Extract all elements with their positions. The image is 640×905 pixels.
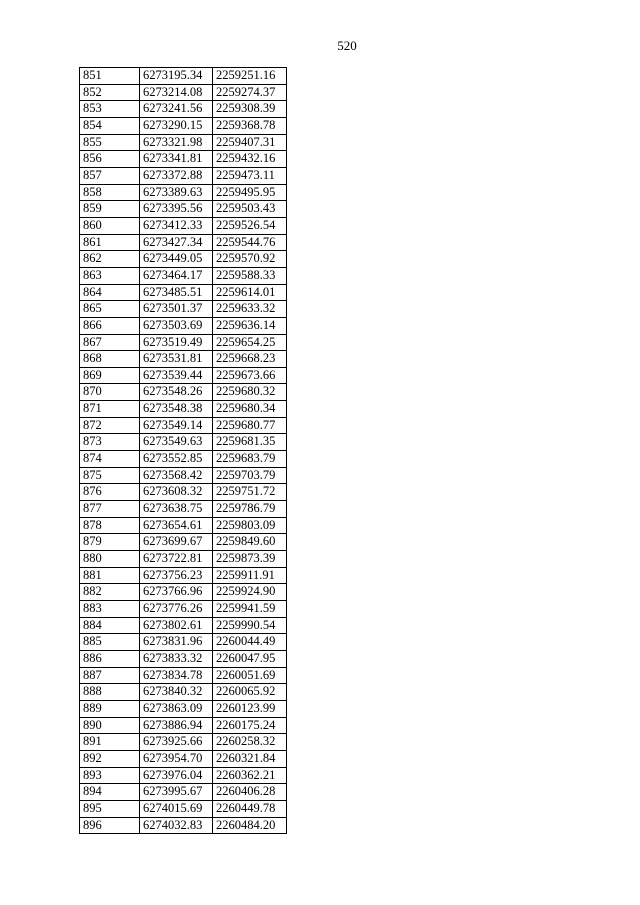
table-row — [80, 484, 287, 501]
point-number-cell: 855 — [80, 134, 140, 151]
x-coordinate-cell: 6273548.38 — [140, 401, 213, 418]
x-coordinate-cell: 6273654.61 — [140, 517, 213, 534]
table-row — [80, 717, 287, 734]
table-row — [80, 517, 287, 534]
point-number-cell: 895 — [80, 800, 140, 817]
table-row — [80, 151, 287, 168]
y-coordinate-cell: 2259526.54 — [213, 217, 287, 234]
table-row — [80, 384, 287, 401]
table-row — [80, 84, 287, 101]
point-number-cell: 880 — [80, 551, 140, 568]
y-coordinate-cell: 2259251.16 — [213, 68, 287, 85]
table-row — [80, 284, 287, 301]
point-number-cell: 893 — [80, 767, 140, 784]
y-coordinate-cell: 2259368.78 — [213, 117, 287, 134]
y-coordinate-cell: 2259668.23 — [213, 351, 287, 368]
point-number-cell: 886 — [80, 650, 140, 667]
x-coordinate-cell: 6273549.14 — [140, 417, 213, 434]
y-coordinate-cell: 2259681.35 — [213, 434, 287, 451]
table-row — [80, 800, 287, 817]
table-row — [80, 617, 287, 634]
point-number-cell: 868 — [80, 351, 140, 368]
table-row — [80, 317, 287, 334]
x-coordinate-cell: 6274015.69 — [140, 800, 213, 817]
table-row — [80, 467, 287, 484]
x-coordinate-cell: 6273802.61 — [140, 617, 213, 634]
x-coordinate-cell: 6273834.78 — [140, 667, 213, 684]
point-number-cell: 879 — [80, 534, 140, 551]
x-coordinate-cell: 6273568.42 — [140, 467, 213, 484]
table-row — [80, 551, 287, 568]
table-row — [80, 334, 287, 351]
x-coordinate-cell: 6273552.85 — [140, 451, 213, 468]
table-row — [80, 167, 287, 184]
x-coordinate-cell: 6273549.63 — [140, 434, 213, 451]
x-coordinate-cell: 6273241.56 — [140, 101, 213, 118]
point-number-cell: 884 — [80, 617, 140, 634]
table-row — [80, 734, 287, 751]
point-number-cell: 871 — [80, 401, 140, 418]
table-row — [80, 451, 287, 468]
x-coordinate-cell: 6273925.66 — [140, 734, 213, 751]
x-coordinate-cell: 6273548.26 — [140, 384, 213, 401]
x-coordinate-cell: 6273531.81 — [140, 351, 213, 368]
table-row — [80, 417, 287, 434]
point-number-cell: 888 — [80, 684, 140, 701]
point-number-cell: 894 — [80, 784, 140, 801]
point-number-cell: 890 — [80, 717, 140, 734]
y-coordinate-cell: 2259308.39 — [213, 101, 287, 118]
x-coordinate-cell: 6273539.44 — [140, 367, 213, 384]
table-row — [80, 784, 287, 801]
x-coordinate-cell: 6273321.98 — [140, 134, 213, 151]
point-number-cell: 883 — [80, 601, 140, 618]
y-coordinate-cell: 2259495.95 — [213, 184, 287, 201]
y-coordinate-cell: 2259636.14 — [213, 317, 287, 334]
x-coordinate-cell: 6273195.34 — [140, 68, 213, 85]
x-coordinate-cell: 6273464.17 — [140, 267, 213, 284]
y-coordinate-cell: 2259503.43 — [213, 201, 287, 218]
x-coordinate-cell: 6273722.81 — [140, 551, 213, 568]
y-coordinate-cell: 2259544.76 — [213, 234, 287, 251]
y-coordinate-cell: 2259588.33 — [213, 267, 287, 284]
page-number: 520 — [337, 38, 357, 53]
x-coordinate-cell: 6273833.32 — [140, 650, 213, 667]
table-row — [80, 134, 287, 151]
y-coordinate-cell: 2259873.39 — [213, 551, 287, 568]
x-coordinate-cell: 6273389.63 — [140, 184, 213, 201]
point-number-cell: 869 — [80, 367, 140, 384]
table-row — [80, 267, 287, 284]
coordinates-table — [79, 67, 287, 834]
y-coordinate-cell: 2260321.84 — [213, 750, 287, 767]
point-number-cell: 874 — [80, 451, 140, 468]
point-number-cell: 860 — [80, 217, 140, 234]
point-number-cell: 865 — [80, 301, 140, 318]
x-coordinate-cell: 6273503.69 — [140, 317, 213, 334]
y-coordinate-cell: 2259680.34 — [213, 401, 287, 418]
y-coordinate-cell: 2260258.32 — [213, 734, 287, 751]
x-coordinate-cell: 6274032.83 — [140, 817, 213, 834]
y-coordinate-cell: 2259407.31 — [213, 134, 287, 151]
table-row — [80, 684, 287, 701]
y-coordinate-cell: 2259990.54 — [213, 617, 287, 634]
y-coordinate-cell: 2259570.92 — [213, 251, 287, 268]
coordinates-table-body — [80, 68, 287, 834]
y-coordinate-cell: 2259803.09 — [213, 517, 287, 534]
x-coordinate-cell: 6273756.23 — [140, 567, 213, 584]
point-number-cell: 889 — [80, 700, 140, 717]
x-coordinate-cell: 6273766.96 — [140, 584, 213, 601]
x-coordinate-cell: 6273638.75 — [140, 501, 213, 518]
table-row — [80, 767, 287, 784]
table-row — [80, 434, 287, 451]
point-number-cell: 887 — [80, 667, 140, 684]
point-number-cell: 881 — [80, 567, 140, 584]
point-number-cell: 872 — [80, 417, 140, 434]
y-coordinate-cell: 2259473.11 — [213, 167, 287, 184]
point-number-cell: 859 — [80, 201, 140, 218]
table-row — [80, 750, 287, 767]
table-row — [80, 650, 287, 667]
x-coordinate-cell: 6273840.32 — [140, 684, 213, 701]
y-coordinate-cell: 2260123.99 — [213, 700, 287, 717]
table-row — [80, 700, 287, 717]
y-coordinate-cell: 2260449.78 — [213, 800, 287, 817]
point-number-cell: 878 — [80, 517, 140, 534]
x-coordinate-cell: 6273485.51 — [140, 284, 213, 301]
point-number-cell: 853 — [80, 101, 140, 118]
x-coordinate-cell: 6273699.67 — [140, 534, 213, 551]
x-coordinate-cell: 6273214.08 — [140, 84, 213, 101]
x-coordinate-cell: 6273995.67 — [140, 784, 213, 801]
table-row — [80, 534, 287, 551]
point-number-cell: 861 — [80, 234, 140, 251]
point-number-cell: 876 — [80, 484, 140, 501]
y-coordinate-cell: 2260406.28 — [213, 784, 287, 801]
y-coordinate-cell: 2259849.60 — [213, 534, 287, 551]
table-row — [80, 667, 287, 684]
y-coordinate-cell: 2260484.20 — [213, 817, 287, 834]
y-coordinate-cell: 2260175.24 — [213, 717, 287, 734]
x-coordinate-cell: 6273776.26 — [140, 601, 213, 618]
x-coordinate-cell: 6273863.09 — [140, 700, 213, 717]
point-number-cell: 885 — [80, 634, 140, 651]
table-row — [80, 201, 287, 218]
point-number-cell: 864 — [80, 284, 140, 301]
y-coordinate-cell: 2259654.25 — [213, 334, 287, 351]
y-coordinate-cell: 2260065.92 — [213, 684, 287, 701]
point-number-cell: 877 — [80, 501, 140, 518]
y-coordinate-cell: 2260044.49 — [213, 634, 287, 651]
point-number-cell: 854 — [80, 117, 140, 134]
point-number-cell: 856 — [80, 151, 140, 168]
y-coordinate-cell: 2259683.79 — [213, 451, 287, 468]
y-coordinate-cell: 2259751.72 — [213, 484, 287, 501]
point-number-cell: 866 — [80, 317, 140, 334]
y-coordinate-cell: 2259432.16 — [213, 151, 287, 168]
y-coordinate-cell: 2259786.79 — [213, 501, 287, 518]
point-number-cell: 862 — [80, 251, 140, 268]
point-number-cell: 892 — [80, 750, 140, 767]
point-number-cell: 858 — [80, 184, 140, 201]
point-number-cell: 867 — [80, 334, 140, 351]
y-coordinate-cell: 2259680.77 — [213, 417, 287, 434]
y-coordinate-cell: 2259680.32 — [213, 384, 287, 401]
point-number-cell: 873 — [80, 434, 140, 451]
table-row — [80, 101, 287, 118]
x-coordinate-cell: 6273341.81 — [140, 151, 213, 168]
y-coordinate-cell: 2260047.95 — [213, 650, 287, 667]
table-row — [80, 184, 287, 201]
point-number-cell: 870 — [80, 384, 140, 401]
point-number-cell: 851 — [80, 68, 140, 85]
table-row — [80, 584, 287, 601]
x-coordinate-cell: 6273290.15 — [140, 117, 213, 134]
point-number-cell: 863 — [80, 267, 140, 284]
x-coordinate-cell: 6273519.49 — [140, 334, 213, 351]
point-number-cell: 896 — [80, 817, 140, 834]
y-coordinate-cell: 2260362.21 — [213, 767, 287, 784]
table-row — [80, 401, 287, 418]
table-row — [80, 117, 287, 134]
table-row — [80, 217, 287, 234]
y-coordinate-cell: 2259703.79 — [213, 467, 287, 484]
table-row — [80, 367, 287, 384]
table-row — [80, 601, 287, 618]
table-row — [80, 234, 287, 251]
y-coordinate-cell: 2259941.59 — [213, 601, 287, 618]
y-coordinate-cell: 2259673.66 — [213, 367, 287, 384]
point-number-cell: 875 — [80, 467, 140, 484]
table-row — [80, 251, 287, 268]
table-row — [80, 567, 287, 584]
x-coordinate-cell: 6273501.37 — [140, 301, 213, 318]
table-row — [80, 634, 287, 651]
x-coordinate-cell: 6273831.96 — [140, 634, 213, 651]
x-coordinate-cell: 6273427.34 — [140, 234, 213, 251]
x-coordinate-cell: 6273372.88 — [140, 167, 213, 184]
y-coordinate-cell: 2259633.32 — [213, 301, 287, 318]
point-number-cell: 882 — [80, 584, 140, 601]
y-coordinate-cell: 2259924.90 — [213, 584, 287, 601]
x-coordinate-cell: 6273886.94 — [140, 717, 213, 734]
x-coordinate-cell: 6273976.04 — [140, 767, 213, 784]
table-row — [80, 68, 287, 85]
table-row — [80, 351, 287, 368]
y-coordinate-cell: 2259614.01 — [213, 284, 287, 301]
y-coordinate-cell: 2259911.91 — [213, 567, 287, 584]
x-coordinate-cell: 6273608.32 — [140, 484, 213, 501]
y-coordinate-cell: 2259274.37 — [213, 84, 287, 101]
y-coordinate-cell: 2260051.69 — [213, 667, 287, 684]
point-number-cell: 852 — [80, 84, 140, 101]
table-row — [80, 301, 287, 318]
x-coordinate-cell: 6273395.56 — [140, 201, 213, 218]
point-number-cell: 891 — [80, 734, 140, 751]
point-number-cell: 857 — [80, 167, 140, 184]
table-row — [80, 501, 287, 518]
table-row — [80, 817, 287, 834]
x-coordinate-cell: 6273954.70 — [140, 750, 213, 767]
x-coordinate-cell: 6273412.33 — [140, 217, 213, 234]
x-coordinate-cell: 6273449.05 — [140, 251, 213, 268]
